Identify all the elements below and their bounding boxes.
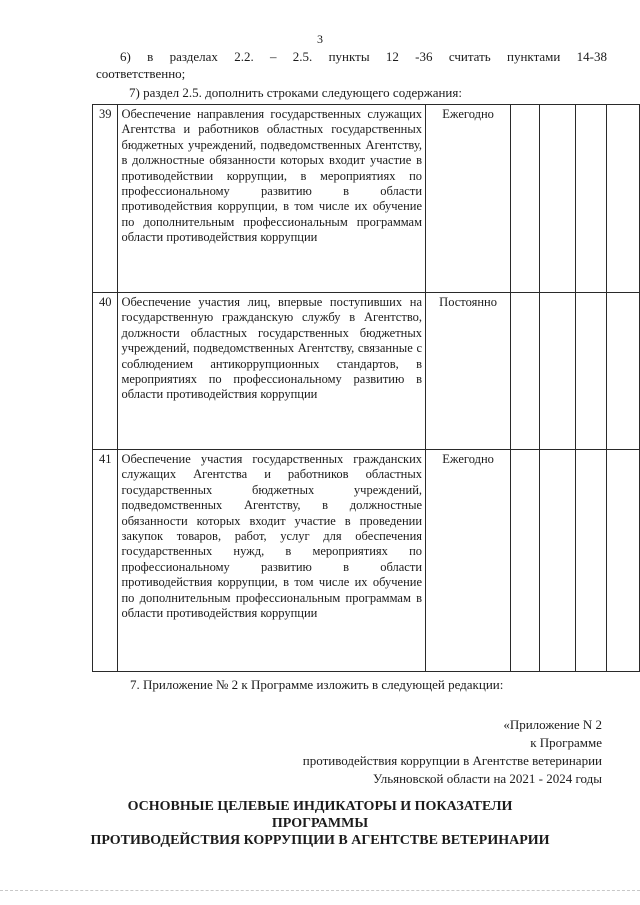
- empty-cell: [576, 293, 607, 450]
- execution-term: Ежегодно: [426, 450, 511, 672]
- title-line: ОСНОВНЫЕ ЦЕЛЕВЫЕ ИНДИКАТОРЫ И ПОКАЗАТЕЛИ: [127, 799, 513, 814]
- appendix-line: «Приложение N 2: [503, 717, 602, 732]
- empty-cell: [576, 450, 607, 672]
- row-number: 41: [93, 450, 118, 672]
- empty-cell: [511, 293, 540, 450]
- item-6-line-1: 6) в разделах 2.2. – 2.5. пункты 12 -36 считать пунктами 14-38: [120, 49, 607, 64]
- empty-cell: [576, 105, 607, 293]
- empty-cell: [607, 450, 640, 672]
- empty-cell: [540, 105, 576, 293]
- measures-table: [92, 104, 640, 672]
- table-row: [93, 293, 640, 450]
- table-row: [93, 105, 640, 293]
- appendix-header: [303, 716, 602, 788]
- empty-cell: [607, 105, 640, 293]
- table-row: [93, 450, 640, 672]
- appendix-line: Ульяновской области на 2021 - 2024 годы: [372, 771, 602, 786]
- measure-text: Обеспечение участия государственных гражданских служащих Агентства и работников областных государственных бюджетных учреждений, подведомственных Агентству, в должностные обязанности которых входит участие в проведении закупок товаров, работ, услуг для обеспечения государственных нужд, в мероприятиях по профессиональному развитию в области противодействия коррупции, в том числе их обучение по дополнительным профессиональным программам в области противодействия коррупции: [118, 450, 426, 672]
- appendix-line: противодействия коррупции в Агентстве ветеринарии: [302, 753, 602, 768]
- empty-cell: [540, 293, 576, 450]
- empty-cell: [607, 293, 640, 450]
- page-number: 3: [317, 32, 323, 46]
- empty-cell: [511, 105, 540, 293]
- item-6-line-2: соответственно;: [96, 66, 186, 81]
- scan-edge-line: [0, 890, 640, 891]
- measure-text: Обеспечение участия лиц, впервые поступивших на государственную гражданскую службу в Агентство, должности областных государственных бюджетных учреждений, подведомственных Агентству, связанные с соблюдением антикоррупционных стандартов, в мероприятиях по профессиональному развитию в области противодействия коррупции: [118, 293, 426, 450]
- row-number: 39: [93, 105, 118, 293]
- item-7-appendix: 7. Приложение № 2 к Программе изложить в следующей редакции:: [130, 677, 504, 692]
- execution-term: Ежегодно: [426, 105, 511, 293]
- measure-text: Обеспечение направления государственных служащих Агентства и работников областных государственных бюджетных учреждений, подведомственных Агентству, в должностные обязанности которых входит участие в противодействии коррупции, в мероприятиях по профессиональному развитию в области противодействия коррупции, в том числе их обучение по дополнительным профессиональным программам области противодействия коррупции: [118, 105, 426, 293]
- empty-cell: [540, 450, 576, 672]
- empty-cell: [511, 450, 540, 672]
- row-number: 40: [93, 293, 118, 450]
- execution-term: Постоянно: [426, 293, 511, 450]
- item-7-intro: 7) раздел 2.5. дополнить строками следующего содержания:: [129, 85, 462, 100]
- document-title: [0, 798, 640, 849]
- appendix-line: к Программе: [530, 735, 602, 750]
- title-line: ПРОГРАММЫ: [271, 816, 369, 831]
- title-line: ПРОТИВОДЕЙСТВИЯ КОРРУПЦИИ В АГЕНТСТВЕ ВЕТЕРИНАРИИ: [90, 833, 550, 848]
